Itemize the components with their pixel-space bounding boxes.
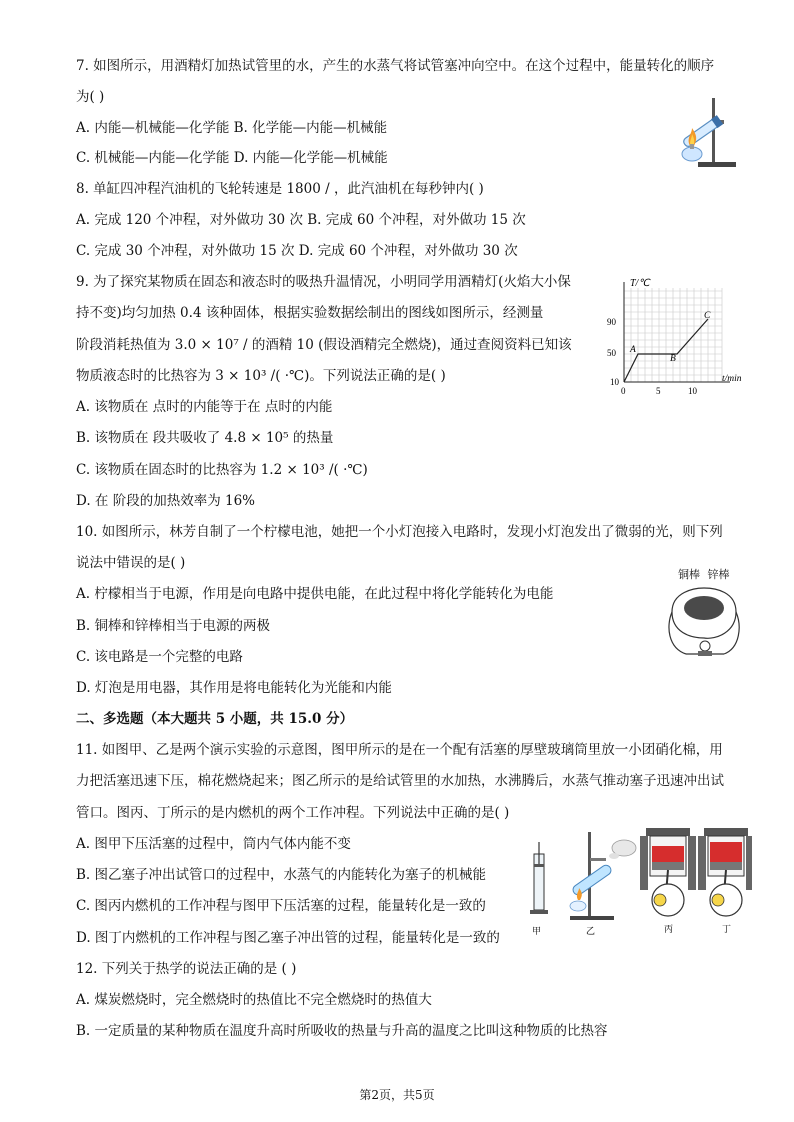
q11-option-a: A. 图甲下压活塞的过程中，筒内气体内能不变 [76, 836, 351, 852]
q7-stem: 7. 如图所示，用酒精灯加热试管里的水，产生的水蒸气将试管塞冲向空中。在这个过程中，能量转化的顺序 [76, 58, 715, 74]
x-tick-label: 0 [621, 386, 626, 396]
q10-option-a: A. 柠檬相当于电源，作用是向电路中提供电能，在此过程中将化学能转化为电能 [76, 586, 554, 602]
q10-stem: 10. 如图所示，林芳自制了一个柠檬电池，她把一个小灯泡接入电路时，发现小灯泡发出了微弱的光，则下列 [76, 524, 723, 540]
q10-option-b: B. 铜棒和锌棒相当于电源的两极 [76, 618, 271, 634]
q9-stem-2: 持不变)均匀加热 0.4 该种固体，根据实验数据绘制出的图线如图所示，经测量 [76, 305, 544, 321]
figure-label-ding: 丁 [722, 925, 732, 935]
q8-stem: 8. 单缸四冲程汽油机的飞轮转速是 1800 / ，此汽油机在每秒钟内( ) [76, 181, 484, 197]
y-tick-label: 50 [607, 348, 616, 358]
q12-stem: 12. 下列关于热学的说法正确的是 ( ) [76, 961, 297, 977]
lemon-battery-labels [678, 566, 730, 582]
q11-stem: 11. 如图甲、乙是两个演示实验的示意图，图甲所示的是在一个配有活塞的厚壁玻璃筒里放一小团硝化棉，用 [76, 742, 723, 758]
q10-option-d: D. 灯泡是用电器，其作用是将电能转化为光能和内能 [76, 680, 392, 696]
zinc-rod-label: 锌棒 [707, 568, 730, 581]
q11-option-d: D. 图丁内燃机的工作冲程与图乙塞子冲出管的过程，能量转化是一致的 [76, 930, 500, 946]
q9-option-a: A. 该物质在 点时的内能等于在 点时的内能 [76, 399, 333, 415]
figure-label-jia: 甲 [532, 927, 542, 937]
q11-option-c: C. 图丙内燃机的工作冲程与图甲下压活塞的过程，能量转化是一致的 [76, 898, 486, 914]
lemon-battery-figure [664, 582, 744, 662]
test-tube-cork-figure [570, 832, 636, 920]
y-tick-label: 10 [610, 377, 619, 387]
temperature-time-graph [604, 276, 754, 400]
point-label-b: B [670, 354, 676, 364]
x-tick-label: 5 [656, 386, 661, 396]
q7-options-cd: C. 机械能—内能—化学能 D. 内能—化学能—机械能 [76, 150, 388, 166]
copper-rod-label: 铜棒 [678, 568, 700, 581]
engine-stroke-figure-d [698, 828, 752, 916]
q10-stem-cont: 说法中错误的是( ) [76, 555, 186, 571]
q9-option-c: C. 该物质在固态时的比热容为 1.2 × 10³ /( ·℃) [76, 462, 368, 478]
x-tick-label: 10 [688, 386, 697, 396]
q12-option-a: A. 煤炭燃烧时，完全燃烧时的热值比不完全燃烧时的热值大 [76, 992, 432, 1008]
q11-option-b: B. 图乙塞子冲出试管口的过程中，水蒸气的内能转化为塞子的机械能 [76, 867, 487, 883]
q7-stem-cont: 为( ) [76, 89, 105, 105]
x-axis-label: t/min [722, 374, 742, 384]
q9-option-b: B. 该物质在 段共吸收了 4.8 × 10⁵ 的热量 [76, 430, 334, 446]
q9-stem: 9. 为了探究某物质在固态和液态时的吸热升温情况，小明同学用酒精灯(火焰大小保 [76, 274, 571, 290]
point-label-a: A [630, 345, 636, 355]
q11-stem-2: 力把活塞迅速下压，棉花燃烧起来；图乙所示的是给试管里的水加热，水沸腾后，水蒸气推动塞子迅速冲出试 [76, 773, 724, 789]
figure-label-yi: 乙 [586, 927, 596, 937]
q7-options-ab: A. 内能—机械能—化学能 B. 化学能—内能—机械能 [76, 120, 388, 136]
section-heading: 二、多选题（本大题共 5 小题，共 15.0 分） [76, 711, 354, 727]
graph-grid [624, 288, 722, 382]
piston-cylinder-figure [530, 842, 548, 914]
point-label-c: C [704, 311, 711, 321]
q10-option-c: C. 该电路是一个完整的电路 [76, 649, 243, 665]
q8-options-ab: A. 完成 120 个冲程，对外做功 30 次 B. 完成 60 个冲程，对外做功 15 次 [76, 212, 526, 228]
q11-stem-3: 管口。图丙、丁所示的是内燃机的两个工作冲程。下列说法中正确的是( ) [76, 805, 510, 821]
engine-stroke-figure-c [640, 828, 696, 916]
q12-option-b: B. 一定质量的某种物质在温度升高时所吸收的热量与升高的温度之比叫这种物质的比热容 [76, 1023, 608, 1039]
q8-options-cd: C. 完成 30 个冲程，对外做功 15 次 D. 完成 60 个冲程，对外做功 30 次 [76, 243, 518, 259]
q9-option-d: D. 在 阶段的加热效率为 16% [76, 493, 256, 509]
q9-stem-4: 物质液态时的比热容为 3 × 10³ /( ·℃)。下列说法正确的是( ) [76, 368, 446, 384]
y-axis-label: T/℃ [630, 278, 650, 289]
q9-stem-3: 阶段消耗热值为 3.0 × 10⁷ / 的酒精 10 (假设酒精完全燃烧)，通过查阅资料已知该 [76, 337, 572, 353]
y-tick-label: 90 [607, 317, 616, 327]
page-footer: 第2页，共5页 [359, 1088, 435, 1102]
test-tube-heating-figure [672, 94, 742, 170]
figure-label-bing: 丙 [664, 925, 674, 935]
engine-experiments-figure [528, 820, 753, 938]
